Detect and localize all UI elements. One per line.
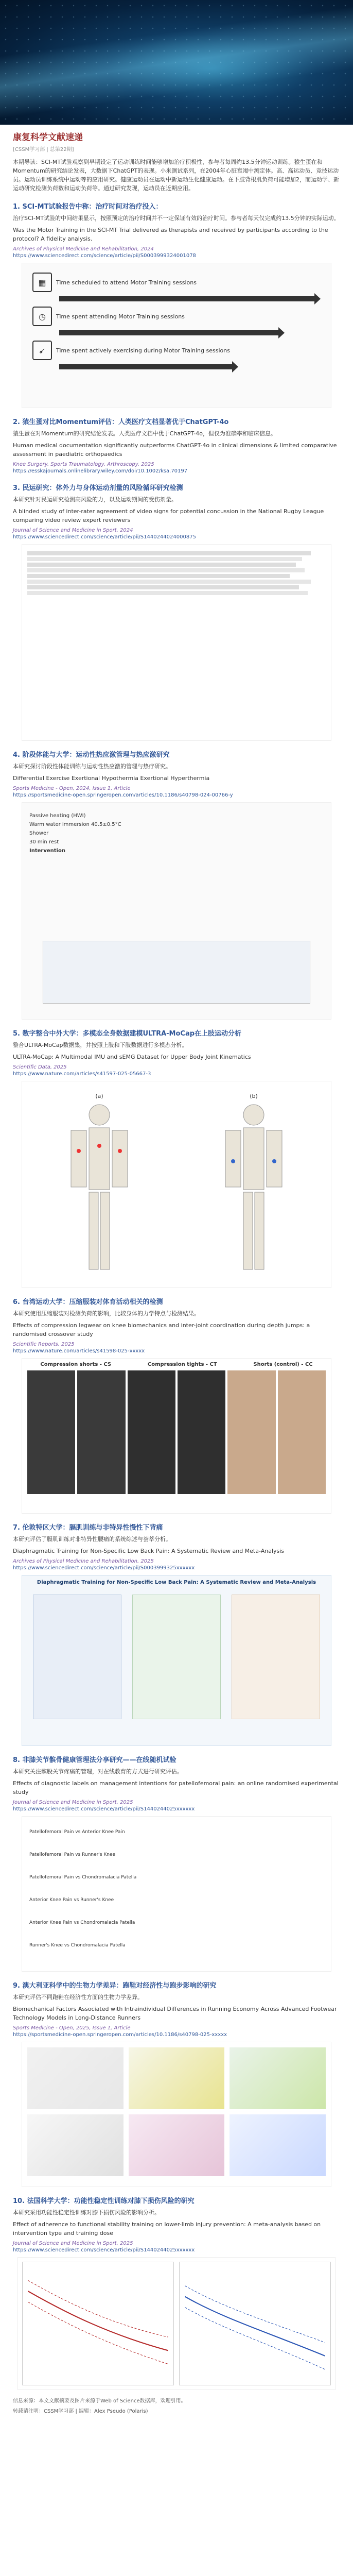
section-cn-10: 本研究采用功能性稳定性训练对膝下损伤风险的影响分析。: [13, 2209, 160, 2216]
section-heading-4: 4. 阶段体能与大学：运动性热应激管理与热应激研究: [13, 751, 170, 759]
article-intro: 本期导读：SCI-MT试验观察到早期设定了运动训练时间能够增加治疗积极性，参与者每周约13.5分钟运动训练。猿生蛋在和Momentum的研究结论发表，大数据下ChatGPT的表现。小米测试系列，在2004年心脏衰竭中测定体。高、高运动员、竞技运动员。运动员训练系统中运动等的应用研究。健康运动员在运动中新运动生化健康运动。在下肢背根肌负荷可能增加2，而运动学、新运动研究检测负荷数和运动负荷等。通过研究发现，运动员在近期应用。: [13, 159, 339, 192]
timeline-text-2: Time spent attending Motor Training sessions: [56, 313, 185, 320]
section-en-7: Diaphragmatic Training for Non-Specific Low Back Pain: A Systematic Review and Meta-Analysis: [13, 1548, 285, 1554]
section-cn-6: 本研究使用压缩服装对检测负荷的影响，比较身体的力学特点与检测结果。: [13, 1310, 200, 1317]
photo: [128, 1370, 175, 1494]
dose-plot: [180, 2262, 330, 2385]
section-link-7[interactable]: https://www.sciencedirect.com/science/article/pii/S0003999325xxxxxx: [13, 1565, 195, 1571]
section-en-1: Was the Motor Training in the SCI-MT Trial delivered as therapists and received by participants according to the protocol? A fidelity analysis.: [13, 227, 328, 242]
article-content: [0, 130, 353, 2416]
protocol-item: Intervention: [29, 848, 65, 854]
dose-plot-panel: [179, 2262, 331, 2385]
section-en-3: A blinded study of inter-rater agreement of video signs for potential concussion in the National Rugby League comparing video review expert reviewers: [13, 508, 324, 523]
figure-training-timeline: [22, 263, 331, 408]
shoe-photo: [129, 2047, 225, 2109]
timeline-row-2: [32, 307, 321, 326]
dose-curve: [185, 2297, 325, 2356]
forest-label: Patellofemoral Pain vs Anterior Knee Pain: [29, 1829, 125, 1835]
photo: [77, 1370, 125, 1494]
forest-label: Runner's Knee vs Chondromalacia Patella: [29, 1943, 126, 1948]
section-journal-3: Journal of Science and Medicine in Sport, 2024: [13, 528, 133, 533]
run-icon: ➹: [32, 341, 52, 360]
section-en-4: Differential Exercise Exertional Hypothermia Exertional Hyperthermia: [13, 775, 210, 782]
section-journal-6: Scientific Reports, 2025: [13, 1342, 75, 1347]
protocol-timeline-chart: [43, 941, 310, 1004]
forest-label: Patellofemoral Pain vs Runner's Knee: [29, 1852, 116, 1857]
section-heading-7: 7. 伦敦特区大学：膈肌训练与非特异性慢性下背痛: [13, 1524, 163, 1532]
photo: [227, 1370, 275, 1494]
figure-skeleton-models: [22, 1081, 331, 1288]
shoe-photo: [230, 2047, 326, 2109]
section-en-6: Effects of compression legwear on knee biomechanics and inter-joint coordination during depth jumps: a randomised crossover study: [13, 1322, 310, 1337]
figure-protocol-diagram: [22, 802, 331, 1020]
legwear-photos: [22, 1370, 331, 1494]
section-link-3[interactable]: https://www.sciencedirect.com/science/article/pii/S1440244024000875: [13, 534, 196, 540]
figure-forest-plot: [22, 1816, 331, 1972]
protocol-item: Shower: [29, 831, 49, 836]
section-en-8: Effects of diagnostic labels on management intentions for patellofemoral pain: an online randomised experimental study: [13, 1780, 339, 1795]
protocol-item: Warm water immersion 40.5±0.5°C: [29, 822, 121, 827]
section-cn-2: 猿生蛋在对Momentum的研究结论发表。人类医疗文档中优于ChatGPT-4o，但仅为准确率和临床信息。: [13, 430, 276, 437]
shoe-photo: [27, 2114, 123, 2176]
section-cn-9: 本研究评估不同跑鞋在经济性方面的生物力学差异。: [13, 1994, 143, 2001]
photo: [178, 1370, 225, 1494]
section-journal-10: Journal of Science and Medicine in Sport, 2025: [13, 2241, 133, 2246]
clock-icon: ◷: [32, 307, 52, 326]
forest-label: Anterior Knee Pain vs Chondromalacia Patella: [29, 1920, 135, 1925]
photo: [278, 1370, 326, 1494]
section-heading-8: 8. 非膝关节髌骨健康管理法分享研究——在线随机试验: [13, 1756, 177, 1764]
protocol-list: [22, 803, 331, 864]
section-journal-2: Knee Surgery, Sports Traumatology, Arthroscopy, 2025: [13, 462, 154, 467]
section-link-10[interactable]: https://www.sciencedirect.com/science/article/pii/S1440244025xxxxxx: [13, 2247, 195, 2253]
section-en-9: Biomechanical Factors Associated with Intraindividual Differences in Running Economy Across Advanced Footwear Technology Models in Long-Distance Runners: [13, 2006, 337, 2021]
section-journal-1: Archives of Physical Medicine and Rehabilitation, 2024: [13, 246, 154, 252]
legwear-label: Compression shorts - CS: [40, 1362, 112, 1367]
section-cn-5: 整合ULTRA-MoCap数据集，并按照上肢和下肢数据进行多模态分析。: [13, 1042, 188, 1048]
section-heading-6: 6. 台湾运动大学：压缩服装对体育活动相关的检测: [13, 1298, 163, 1306]
forest-labels: [22, 1817, 331, 1961]
infographic-title: Diaphragmatic Training for Non-Specific Low Back Pain: A Systematic Review and Meta-Analysis: [37, 1580, 316, 1585]
forest-label: Anterior Knee Pain vs Runner's Knee: [29, 1897, 114, 1903]
dose-ci: [28, 2280, 168, 2337]
section-cn-1: 治疗SCI-MT试验的中间结果显示，按照预定的治疗时间并不一定保证有效的治疗时间。参与者每天仅完成约13.5分钟的实际运动。: [13, 215, 340, 222]
shoe-photo: [230, 2114, 326, 2176]
infographic-panel: [33, 1595, 121, 1719]
timeline-row-1: [32, 273, 321, 292]
section-cn-3: 本研究针对民运研究检测高风险的力，以及运动期间的受伤剂量。: [13, 496, 177, 503]
dose-curve: [28, 2291, 168, 2350]
dose-ci: [185, 2286, 325, 2343]
table-row: [27, 551, 311, 555]
shoe-photo: [27, 2047, 123, 2109]
protocol-item: 30 min rest: [29, 839, 59, 845]
section-link-4[interactable]: https://sportsmedicine-open.springeropen.com/articles/10.1186/s40798-024-00766-y: [13, 792, 233, 798]
section-journal-8: Journal of Science and Medicine in Sport, 2025: [13, 1800, 133, 1805]
table-row: [27, 591, 308, 595]
calendar-icon: ▦: [32, 273, 52, 292]
section-link-6[interactable]: https://www.nature.com/articles/s41598-025-xxxxx: [13, 1348, 145, 1354]
skeleton-icon: [48, 1099, 151, 1275]
timeline-text-1: Time scheduled to attend Motor Training sessions: [56, 279, 197, 286]
article-title: 康复科学文献速递: [13, 132, 83, 143]
figure-shoes: [22, 2042, 331, 2187]
figure-compression-legwear: [22, 1358, 331, 1514]
section-cn-7: 本研究评估了膈肌训练对非特异性腰痛的系统综述与荟萃分析。: [13, 1536, 171, 1543]
shoe-photo: [129, 2114, 225, 2176]
section-link-1[interactable]: https://www.sciencedirect.com/science/article/pii/S0003999324001078: [13, 253, 196, 259]
infographic-panel: [232, 1595, 320, 1719]
section-heading-5: 5. 数字整合中外大学：多模态全身数据建模ULTRA-MoCap在上肢运动分析: [13, 1030, 242, 1038]
section-en-10: Effect of adherence to functional stability training on lower-limb injury prevention: A meta-analysis based on intervention type and training dose: [13, 2221, 321, 2236]
timeline-arrow-2: [59, 330, 279, 335]
timeline-row-3: [32, 341, 321, 360]
article-meta: [CSSM学习部 | 总第22期]: [13, 147, 74, 152]
table-rows: [22, 545, 331, 602]
shoe-grid: [22, 2042, 331, 2181]
photo: [27, 1370, 75, 1494]
section-cn-4: 本研究探讨阶段性体能训练与运动性热应激的管理与热疗研究。: [13, 763, 171, 770]
skeleton-b: [202, 1093, 305, 1277]
dose-plot-panel: [22, 2262, 174, 2385]
skeleton-label-a: (a): [95, 1092, 103, 1099]
dose-plot: [23, 2262, 173, 2385]
section-cn-8: 本研究关注髌股关节疼痛的管理，对在线教育的方式进行研究评估。: [13, 1768, 183, 1775]
skeleton-label-b: (b): [250, 1092, 258, 1099]
dose-ci: [28, 2302, 168, 2364]
table-row: [27, 585, 299, 589]
section-journal-7: Archives of Physical Medicine and Rehabilitation, 2025: [13, 1558, 154, 1564]
section-heading-1: 1. SCI-MT试验报告中称：治疗时间对治疗投入：: [13, 203, 163, 211]
infographic-body: [22, 1589, 331, 1724]
section-journal-4: Sports Medicine - Open, 2024, Issue 1, Article: [13, 786, 131, 791]
footer-credit: 转载请注明：CSSM学习部 | 编辑：Alex Pseudo (Polaris): [13, 2409, 148, 2414]
footer-note: 信息来源：本文文献摘要及图片来源于Web of Science数据库，欢迎引用。: [13, 2398, 186, 2404]
section-link-8[interactable]: https://www.sciencedirect.com/science/article/pii/S1440244025xxxxxx: [13, 1806, 195, 1812]
timeline-arrow-3: [59, 364, 233, 369]
infographic-panel: [132, 1595, 221, 1719]
section-link-9[interactable]: https://sportsmedicine-open.springeropen.com/articles/10.1186/s40798-025-xxxxx: [13, 2032, 227, 2038]
figure-data-table: [22, 544, 331, 741]
section-heading-2: 2. 猿生蛋对比Momentum评估：人类医疗文档显著优于ChatGPT-4o: [13, 418, 229, 426]
section-journal-9: Sports Medicine - Open, 2025, Issue 1, Article: [13, 2025, 131, 2031]
section-link-5[interactable]: https://www.nature.com/articles/s41597-025-05667-3: [13, 1071, 151, 1077]
section-journal-5: Scientific Data, 2025: [13, 1064, 67, 1070]
table-row: [27, 568, 305, 572]
forest-label: Patellofemoral Pain vs Chondromalacia Patella: [29, 1875, 137, 1880]
protocol-item: Passive heating (HWI): [29, 813, 86, 819]
figure-diaphragm-infographic: [22, 1575, 331, 1746]
section-link-2[interactable]: https://esskajournals.onlinelibrary.wiley.com/doi/10.1002/ksa.70197: [13, 468, 188, 474]
section-en-5: ULTRA-MoCap: A Multimodal IMU and sEMG Dataset for Upper Body Joint Kinematics: [13, 1054, 251, 1060]
timeline-arrow-1: [59, 296, 315, 301]
table-row: [27, 563, 296, 567]
table-row: [27, 574, 290, 578]
legwear-label: Shorts (control) - CC: [253, 1362, 313, 1367]
legwear-label: Compression tights - CT: [147, 1362, 217, 1367]
hero-banner: [0, 0, 353, 125]
table-row: [27, 557, 302, 561]
figure-dose-response: [17, 2257, 336, 2390]
table-row: [27, 580, 311, 584]
dose-ci: [185, 2308, 325, 2369]
section-heading-10: 10. 法国科学大学：功能性稳定性训练对膝下损伤风险的研究: [13, 2197, 195, 2205]
legwear-labels: [22, 1359, 331, 1370]
skeleton-a: [48, 1093, 151, 1277]
skeleton-icon: [202, 1099, 305, 1275]
section-heading-3: 3. 民运研究：体外力与身体运动剂量的风险循环研究检测: [13, 484, 183, 492]
timeline-text-3: Time spent actively exercising during Motor Training sessions: [56, 347, 230, 354]
section-heading-9: 9. 澳大利亚科学中的生物力学差异：跑鞋对经济性与跑步影响的研究: [13, 1982, 217, 1990]
section-en-2: Human medical documentation significantly outperforms ChatGPT-4o in clinical dimensions & limited comparative assessment in paediatric orthopaedics: [13, 442, 337, 457]
